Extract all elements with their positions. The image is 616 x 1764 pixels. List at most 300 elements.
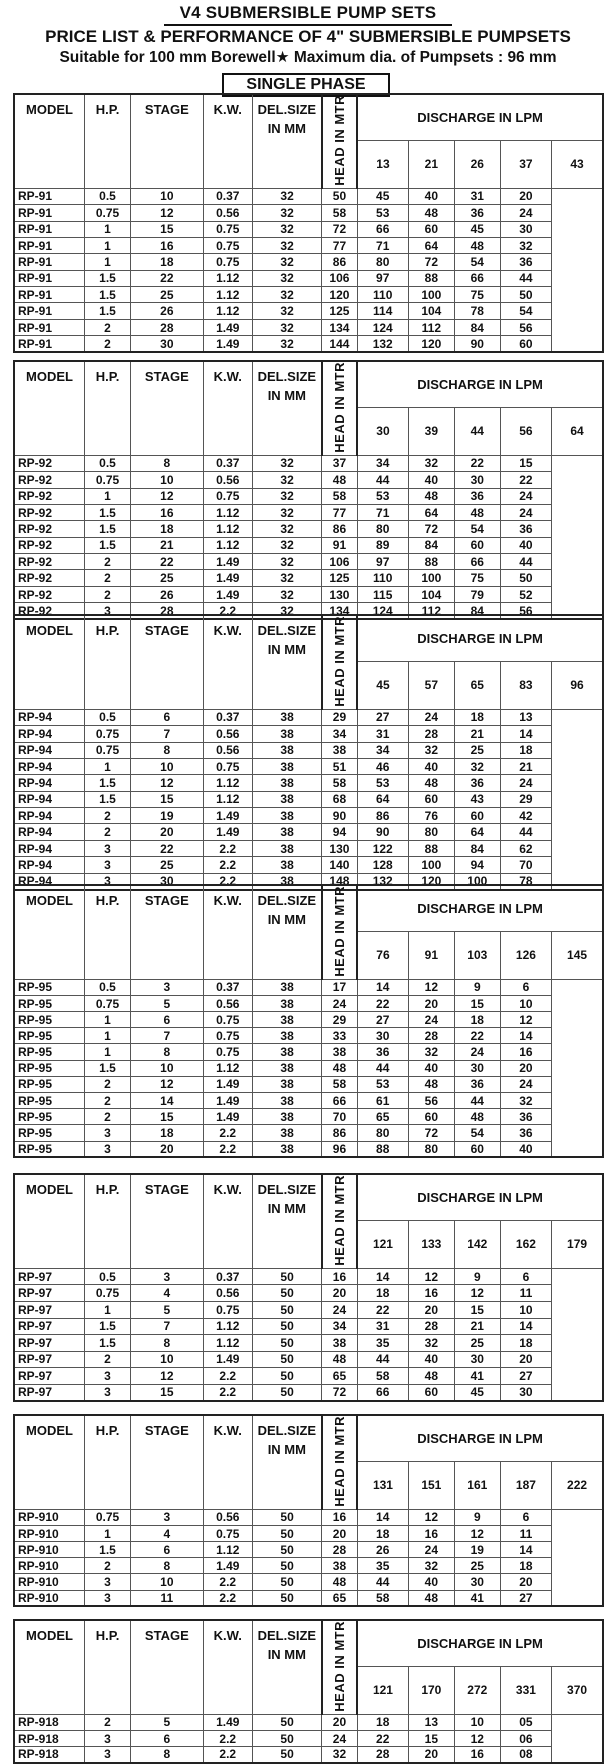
head-in-mtr-label [322, 1620, 357, 1714]
col-header-kw: K.W. [203, 94, 252, 188]
model-cell: RP-94 [14, 791, 85, 807]
stage-cell: 8 [131, 1747, 204, 1763]
stage-cell: 30 [131, 873, 204, 889]
head-value-cell: 71 [357, 237, 408, 253]
pump-table [13, 614, 604, 891]
head-value-cell: 24 [322, 995, 357, 1011]
discharge-header: DISCHARGE IN LPM [357, 1174, 603, 1221]
flow-header: 45 [357, 662, 408, 710]
col-header-model: MODEL [14, 885, 85, 979]
head-value-cell: 22 [454, 1028, 500, 1044]
head-value-cell: 122 [357, 840, 408, 856]
col-header-model: MODEL [14, 94, 85, 188]
kw-cell: 1.49 [203, 586, 252, 602]
del-size-cell: 38 [252, 1141, 321, 1157]
model-cell: RP-91 [14, 270, 85, 286]
head-value-cell: 65 [357, 1109, 408, 1125]
stage-cell: 22 [131, 840, 204, 856]
head-value-cell: 100 [408, 857, 454, 873]
kw-cell: 1.49 [203, 570, 252, 586]
col-header-model: MODEL [14, 615, 85, 709]
model-cell: RP-91 [14, 303, 85, 319]
head-value-cell: 48 [408, 1368, 454, 1385]
flow-header: 187 [500, 1462, 551, 1510]
discharge-header: DISCHARGE IN LPM [357, 94, 603, 141]
head-value-cell: 124 [357, 319, 408, 335]
head-value-cell: 37 [322, 455, 357, 471]
stage-cell: 6 [131, 1542, 204, 1558]
head-value-cell: 22 [357, 995, 408, 1011]
stage-cell: 25 [131, 287, 204, 303]
del-size-cell: 50 [252, 1730, 321, 1746]
table-row [14, 1093, 603, 1109]
head-value-cell: 33 [322, 1028, 357, 1044]
col-header-stage: STAGE [131, 94, 204, 188]
head-value-cell: 60 [408, 791, 454, 807]
page-subtitle: PRICE LIST & PERFORMANCE OF 4" SUBMERSIBLE PUMPSETS [45, 27, 571, 46]
discharge-header: DISCHARGE IN LPM [357, 1415, 603, 1462]
head-value-cell: 64 [408, 504, 454, 520]
col-header-hp: H.P. [85, 94, 131, 188]
kw-cell: 2.2 [203, 1125, 252, 1141]
col-header-model: MODEL [14, 1620, 85, 1714]
model-cell: RP-95 [14, 1125, 85, 1141]
head-value-cell: 32 [408, 742, 454, 758]
flow-header: 272 [454, 1667, 500, 1715]
head-value-cell: 120 [408, 336, 454, 352]
head-value-cell: 38 [322, 1044, 357, 1060]
head-value-cell: 66 [357, 221, 408, 237]
pump-table [13, 360, 604, 620]
kw-cell: 0.37 [203, 188, 252, 204]
hp-cell: 1.5 [85, 270, 131, 286]
hp-cell: 0.75 [85, 205, 131, 221]
head-value-cell: 21 [454, 726, 500, 742]
head-value-cell: 48 [408, 205, 454, 221]
hp-cell: 2 [85, 1558, 131, 1574]
kw-cell: 1.49 [203, 1076, 252, 1092]
head-value-cell: 90 [322, 808, 357, 824]
stage-cell: 11 [131, 1590, 204, 1606]
hp-cell: 2 [85, 1714, 131, 1730]
del-size-cell: 50 [252, 1714, 321, 1730]
kw-cell: 1.12 [203, 775, 252, 791]
head-value-cell: 66 [454, 270, 500, 286]
hp-cell: 2 [85, 1351, 131, 1368]
head-value-cell: 36 [454, 488, 500, 504]
head-value-cell: 104 [408, 303, 454, 319]
head-value-cell: 19 [454, 1542, 500, 1558]
head-value-cell: 120 [322, 287, 357, 303]
stage-cell: 8 [131, 1044, 204, 1060]
stage-cell: 8 [131, 1335, 204, 1352]
head-value-cell: 41 [454, 1368, 500, 1385]
head-value-cell: 86 [357, 808, 408, 824]
discharge-header: DISCHARGE IN LPM [357, 885, 603, 932]
table-row [14, 840, 603, 856]
head-value-cell: 41 [454, 1590, 500, 1606]
head-value-cell: 58 [357, 1368, 408, 1385]
kw-cell: 0.56 [203, 1285, 252, 1302]
head-value-cell: 72 [322, 221, 357, 237]
stage-cell: 19 [131, 808, 204, 824]
head-value-cell: 20 [408, 995, 454, 1011]
col-header-hp: H.P. [85, 1620, 131, 1714]
del-size-cell: 32 [252, 336, 321, 352]
kw-cell: 1.12 [203, 1060, 252, 1076]
hp-cell: 3 [85, 1574, 131, 1590]
table-row [14, 554, 603, 570]
model-cell: RP-94 [14, 709, 85, 725]
head-value-cell: 80 [408, 1141, 454, 1157]
del-size-cell: 50 [252, 1542, 321, 1558]
head-value-cell: 36 [500, 1109, 551, 1125]
hp-cell: 0.5 [85, 188, 131, 204]
kw-cell: 2.2 [203, 1384, 252, 1401]
del-size-cell: 32 [252, 270, 321, 286]
head-value-cell: 14 [357, 1268, 408, 1285]
head-value-cell: 88 [408, 270, 454, 286]
head-value-cell: 12 [454, 1525, 500, 1541]
head-value-cell: 38 [322, 1558, 357, 1574]
head-value-cell: 05 [500, 1714, 551, 1730]
del-size-cell: 50 [252, 1509, 321, 1525]
stage-cell: 15 [131, 1109, 204, 1125]
head-value-cell: 46 [357, 758, 408, 774]
head-value-cell: 38 [322, 742, 357, 758]
stage-cell: 21 [131, 537, 204, 553]
flow-header: 151 [408, 1462, 454, 1510]
head-value-cell: 29 [322, 709, 357, 725]
head-value-cell: 30 [454, 1351, 500, 1368]
stage-cell: 16 [131, 504, 204, 520]
col-header-kw: K.W. [203, 1174, 252, 1268]
head-value-cell: 84 [454, 319, 500, 335]
stage-cell: 4 [131, 1525, 204, 1541]
head-value-cell: 72 [322, 1384, 357, 1401]
head-in-mtr-text: HEAD IN MTR [331, 95, 347, 186]
head-value-cell: 94 [454, 857, 500, 873]
flow-header: 65 [454, 662, 500, 710]
head-value-cell: 25 [454, 1558, 500, 1574]
stage-cell: 3 [131, 979, 204, 995]
head-value-cell: 89 [357, 537, 408, 553]
model-cell: RP-97 [14, 1351, 85, 1368]
hp-cell: 2 [85, 808, 131, 824]
del-size-cell: 32 [252, 570, 321, 586]
kw-cell: 0.75 [203, 1301, 252, 1318]
hp-cell: 1 [85, 488, 131, 504]
hp-cell: 2 [85, 1076, 131, 1092]
head-value-cell: 43 [454, 791, 500, 807]
model-cell: RP-94 [14, 758, 85, 774]
head-value-cell: 12 [408, 1509, 454, 1525]
head-value-cell: 22 [357, 1301, 408, 1318]
kw-cell: 2.2 [203, 603, 252, 619]
model-cell: RP-97 [14, 1384, 85, 1401]
del-size-line-1: DEL.SIZE [257, 102, 317, 117]
flow-header: 126 [500, 932, 551, 980]
kw-cell: 2.2 [203, 1574, 252, 1590]
del-size-cell: 50 [252, 1590, 321, 1606]
head-value-cell: 15 [454, 995, 500, 1011]
head-value-cell: 62 [500, 840, 551, 856]
head-value-cell: 28 [408, 1318, 454, 1335]
model-cell: RP-95 [14, 1109, 85, 1125]
model-cell: RP-91 [14, 336, 85, 352]
head-in-mtr-text: HEAD IN MTR [331, 886, 347, 977]
head-value-cell: 65 [322, 1590, 357, 1606]
head-value-cell: 60 [454, 1141, 500, 1157]
table-row [14, 1268, 603, 1285]
kw-cell: 1.12 [203, 1318, 252, 1335]
stage-cell: 10 [131, 758, 204, 774]
table-row [14, 237, 603, 253]
head-value-cell: 16 [408, 1285, 454, 1302]
table-row [14, 726, 603, 742]
head-value-cell: 51 [322, 758, 357, 774]
kw-cell: 2.2 [203, 857, 252, 873]
head-value-cell: 36 [454, 775, 500, 791]
head-value-cell: 20 [322, 1714, 357, 1730]
head-value-cell: 6 [500, 1268, 551, 1285]
kw-cell: 0.75 [203, 254, 252, 270]
stage-cell: 10 [131, 1574, 204, 1590]
head-in-mtr-label [322, 1415, 357, 1509]
head-value-cell: 50 [500, 570, 551, 586]
kw-cell: 1.12 [203, 303, 252, 319]
stage-cell: 26 [131, 303, 204, 319]
model-cell: RP-95 [14, 1060, 85, 1076]
table-row [14, 270, 603, 286]
head-value-cell: 20 [408, 1747, 454, 1763]
head-value-cell: 86 [322, 1125, 357, 1141]
head-value-cell: 44 [500, 270, 551, 286]
kw-cell: 1.49 [203, 1093, 252, 1109]
head-value-cell: 18 [454, 1012, 500, 1028]
head-value-cell: 56 [500, 319, 551, 335]
kw-cell: 1.49 [203, 319, 252, 335]
table-row [14, 319, 603, 335]
head-value-cell: 35 [357, 1558, 408, 1574]
table-row [14, 1076, 603, 1092]
head-value-cell: 60 [500, 336, 551, 352]
head-value-cell: 64 [408, 237, 454, 253]
col-header-kw: K.W. [203, 885, 252, 979]
stage-cell: 8 [131, 742, 204, 758]
stage-cell: 30 [131, 336, 204, 352]
flow-header: 21 [408, 141, 454, 189]
model-cell: RP-97 [14, 1335, 85, 1352]
model-cell: RP-91 [14, 221, 85, 237]
del-size-line-2: IN MM [267, 1647, 306, 1662]
head-value-cell: 32 [500, 237, 551, 253]
table-row [14, 1351, 603, 1368]
head-value-cell: 61 [357, 1093, 408, 1109]
table-row [14, 1012, 603, 1028]
del-size-cell: 50 [252, 1574, 321, 1590]
table-row [14, 1141, 603, 1157]
model-cell: RP-91 [14, 319, 85, 335]
discharge-header: DISCHARGE IN LPM [357, 1620, 603, 1667]
del-size-cell: 32 [252, 586, 321, 602]
kw-cell: 0.75 [203, 1525, 252, 1541]
hp-cell: 2 [85, 1109, 131, 1125]
head-value-cell: 68 [322, 791, 357, 807]
stage-cell: 28 [131, 319, 204, 335]
head-value-cell: 70 [500, 857, 551, 873]
del-size-cell: 38 [252, 857, 321, 873]
hp-cell: 1.5 [85, 504, 131, 520]
head-value-cell: 24 [408, 1542, 454, 1558]
flow-header: 37 [500, 141, 551, 189]
flow-header: 96 [552, 662, 603, 710]
col-header-hp: H.P. [85, 1174, 131, 1268]
del-size-line-1: DEL.SIZE [257, 1423, 317, 1438]
kw-cell: 0.56 [203, 726, 252, 742]
head-value-cell: 125 [322, 570, 357, 586]
head-value-cell: 77 [322, 504, 357, 520]
hp-cell: 0.5 [85, 1268, 131, 1285]
suitability-note: Suitable for 100 mm Borewell★ Maximum dia. of Pumpsets : 96 mm [59, 49, 557, 66]
col-header-kw: K.W. [203, 615, 252, 709]
del-size-cell: 38 [252, 791, 321, 807]
del-size-cell: 32 [252, 319, 321, 335]
head-value-cell: 16 [500, 1044, 551, 1060]
table-row [14, 824, 603, 840]
hp-cell: 1.5 [85, 775, 131, 791]
head-value-cell: 50 [500, 287, 551, 303]
stage-cell: 22 [131, 554, 204, 570]
head-value-cell: 24 [500, 504, 551, 520]
stage-cell: 4 [131, 1285, 204, 1302]
head-value-cell: 58 [322, 775, 357, 791]
model-cell: RP-92 [14, 537, 85, 553]
head-value-cell: 25 [454, 1335, 500, 1352]
head-value-cell: 60 [454, 808, 500, 824]
stage-cell: 12 [131, 205, 204, 221]
head-value-cell: 56 [500, 603, 551, 619]
head-value-cell: 65 [322, 1368, 357, 1385]
head-value-cell: 32 [500, 1093, 551, 1109]
flow-header: 76 [357, 932, 408, 980]
col-header-stage: STAGE [131, 615, 204, 709]
stage-cell: 10 [131, 188, 204, 204]
head-value-cell: 58 [322, 205, 357, 221]
head-value-cell: 10 [500, 995, 551, 1011]
head-value-cell: 30 [357, 1028, 408, 1044]
head-value-cell: 44 [500, 554, 551, 570]
head-value-cell: 106 [322, 270, 357, 286]
head-value-cell: 58 [357, 1590, 408, 1606]
head-value-cell: 29 [322, 1012, 357, 1028]
hp-cell: 0.75 [85, 726, 131, 742]
table-row [14, 857, 603, 873]
col-header-del-size [252, 361, 321, 455]
kw-cell: 0.75 [203, 237, 252, 253]
head-value-cell: 66 [357, 1384, 408, 1401]
kw-cell: 1.12 [203, 287, 252, 303]
hp-cell: 1.5 [85, 1542, 131, 1558]
flow-header: 30 [357, 408, 408, 456]
hp-cell: 0.75 [85, 1509, 131, 1525]
kw-cell: 2.2 [203, 1368, 252, 1385]
pump-table [13, 1619, 604, 1764]
head-value-cell: 27 [357, 709, 408, 725]
head-value-cell: 132 [357, 336, 408, 352]
model-cell: RP-91 [14, 237, 85, 253]
head-value-cell: 48 [454, 237, 500, 253]
head-value-cell: 130 [322, 586, 357, 602]
stage-cell: 20 [131, 824, 204, 840]
flow-header: 121 [357, 1667, 408, 1715]
model-cell: RP-95 [14, 1044, 85, 1060]
hp-cell: 2 [85, 319, 131, 335]
kw-cell: 2.2 [203, 1141, 252, 1157]
model-cell: RP-92 [14, 488, 85, 504]
hp-cell: 3 [85, 1747, 131, 1763]
model-cell: RP-91 [14, 287, 85, 303]
head-value-cell: 71 [357, 504, 408, 520]
stage-cell: 8 [131, 455, 204, 471]
model-cell: RP-91 [14, 254, 85, 270]
kw-cell: 0.75 [203, 1044, 252, 1060]
kw-cell: 0.75 [203, 221, 252, 237]
stage-cell: 10 [131, 1351, 204, 1368]
stage-cell: 18 [131, 254, 204, 270]
head-value-cell: 48 [454, 1109, 500, 1125]
head-value-cell: 48 [322, 1060, 357, 1076]
hp-cell: 2 [85, 824, 131, 840]
kw-cell: 0.75 [203, 758, 252, 774]
head-value-cell: 75 [454, 570, 500, 586]
model-cell: RP-94 [14, 873, 85, 889]
del-size-cell: 38 [252, 873, 321, 889]
del-size-cell: 32 [252, 254, 321, 270]
table-row [14, 1509, 603, 1525]
kw-cell: 2.2 [203, 1730, 252, 1746]
table-row [14, 303, 603, 319]
head-value-cell: 24 [408, 1012, 454, 1028]
table-row [14, 1542, 603, 1558]
head-value-cell: 12 [500, 1012, 551, 1028]
del-size-line-1: DEL.SIZE [257, 1182, 317, 1197]
hp-cell: 0.75 [85, 742, 131, 758]
head-value-cell: 110 [357, 287, 408, 303]
del-size-cell: 38 [252, 726, 321, 742]
del-size-cell: 38 [252, 1109, 321, 1125]
table-row [14, 791, 603, 807]
head-value-cell: 32 [454, 758, 500, 774]
head-value-cell: 48 [454, 504, 500, 520]
table-row [14, 488, 603, 504]
page-title: V4 SUBMERSIBLE PUMP SETS [0, 3, 616, 26]
head-value-cell: 10 [454, 1714, 500, 1730]
head-value-cell: 50 [322, 188, 357, 204]
stage-cell: 10 [131, 472, 204, 488]
model-cell: RP-918 [14, 1714, 85, 1730]
head-value-cell: 45 [454, 1384, 500, 1401]
head-value-cell: 9 [454, 1509, 500, 1525]
model-cell: RP-910 [14, 1574, 85, 1590]
head-value-cell: 88 [357, 1141, 408, 1157]
kw-cell: 2.2 [203, 840, 252, 856]
col-header-del-size [252, 615, 321, 709]
table-row [14, 742, 603, 758]
head-value-cell: 75 [454, 287, 500, 303]
head-value-cell: 40 [408, 1574, 454, 1590]
col-header-del-size [252, 1620, 321, 1714]
